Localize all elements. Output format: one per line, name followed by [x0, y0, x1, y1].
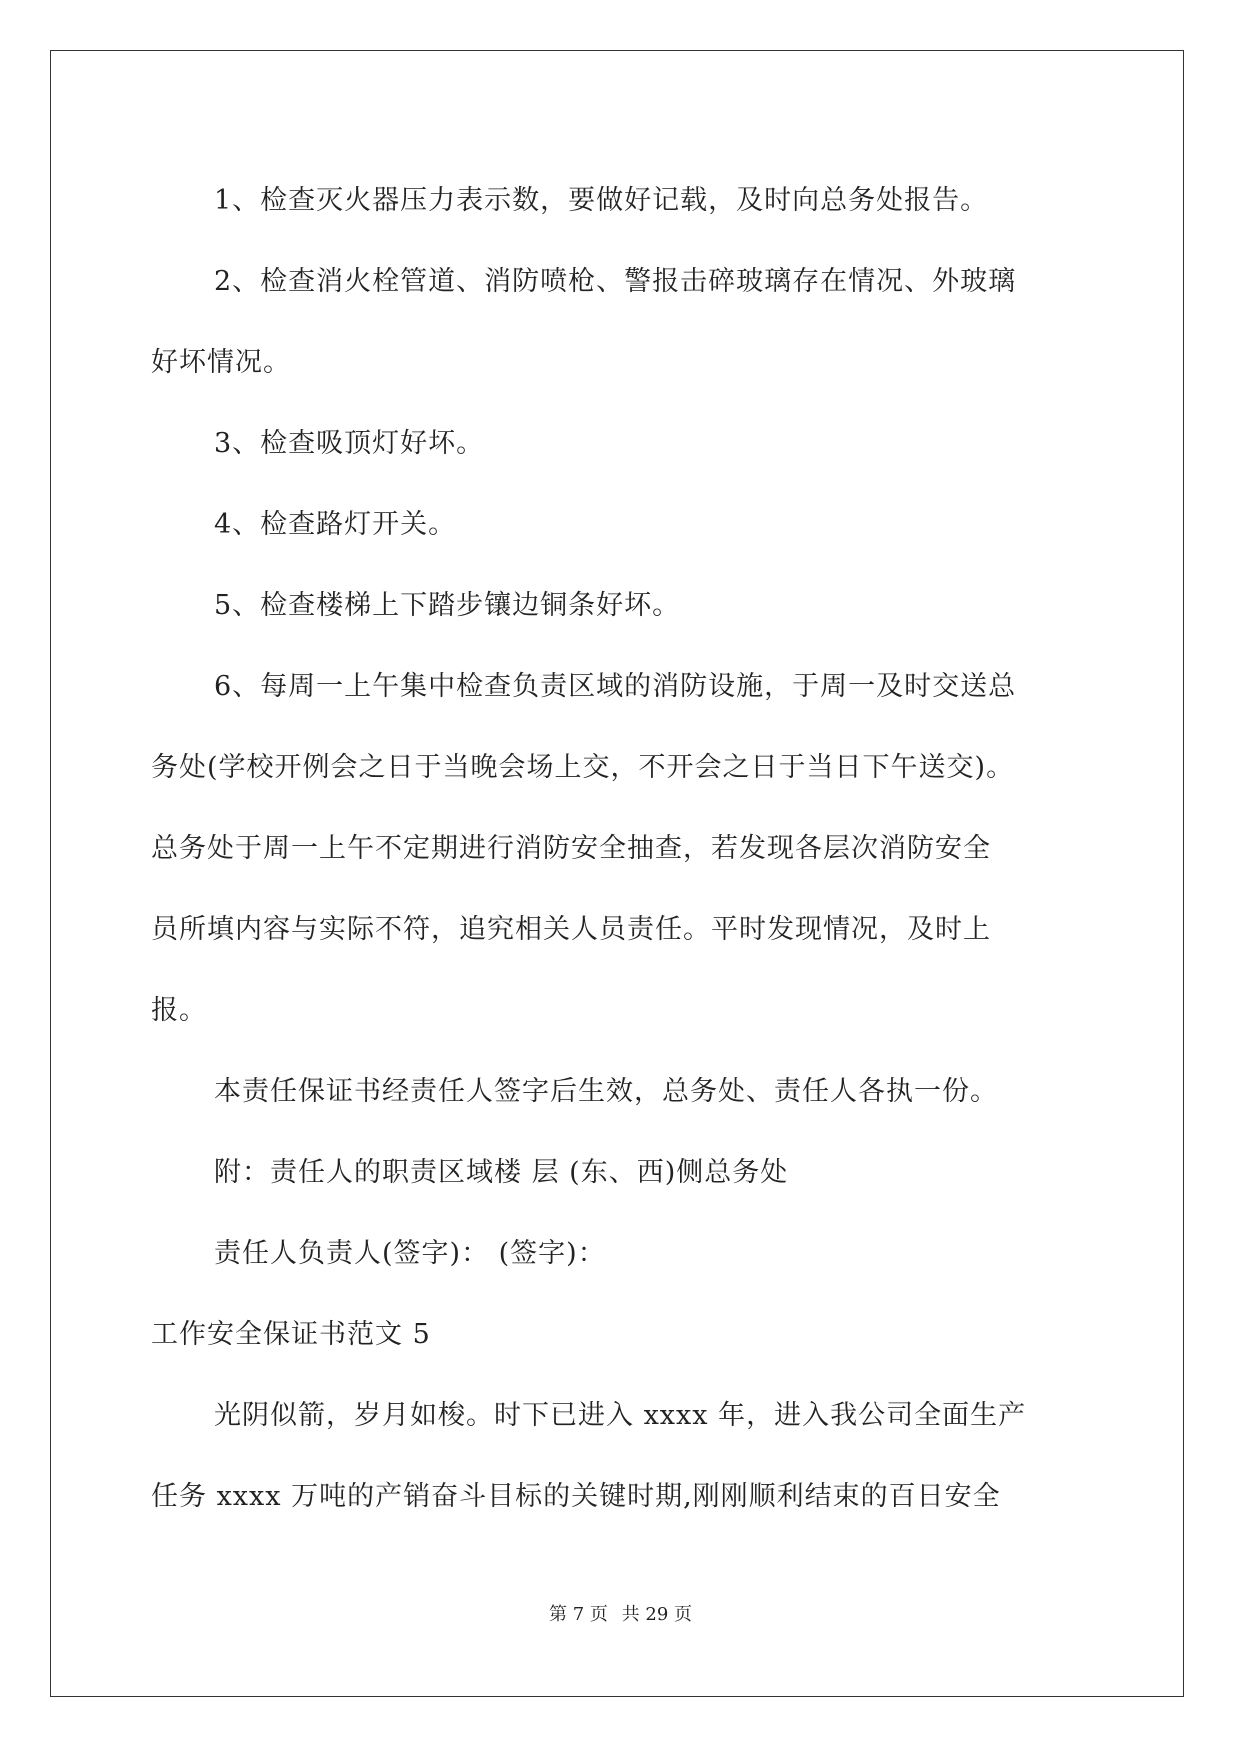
paragraph-line: 5、检查楼梯上下踏步镶边铜条好坏。: [214, 590, 681, 621]
paragraph-line: 任务 xxxx 万吨的产销奋斗目标的关键时期,刚刚顺利结束的百日安全: [151, 1481, 1001, 1512]
paragraph-line: 本责任保证书经责任人签字后生效，总务处、责任人各执一份。: [214, 1076, 998, 1107]
paragraph-line: 务处(学校开例会之日于当晚会场上交，不开会之日于当日下午送交)。: [151, 752, 1015, 783]
paragraph-line: 报。: [151, 995, 207, 1026]
total-pages: 共 29 页: [621, 1604, 692, 1625]
section-heading: 工作安全保证书范文 5: [151, 1319, 431, 1350]
paragraph-line: 1、检查灭火器压力表示数，要做好记载，及时向总务处报告。: [214, 185, 989, 216]
paragraph-line: 总务处于周一上午不定期进行消防安全抽查，若发现各层次消防安全: [151, 833, 991, 864]
paragraph-line: 责任人负责人(签字)： (签字)：: [214, 1238, 606, 1269]
document-body: [151, 160, 1091, 1537]
paragraph-line: 2、检查消火栓管道、消防喷枪、警报击碎玻璃存在情况、外玻璃: [214, 266, 1017, 297]
page-number: 第 7 页: [549, 1604, 608, 1625]
paragraph-line: 附：责任人的职责区域楼 层 (东、西)侧总务处: [214, 1157, 789, 1188]
page-footer: [0, 1600, 1241, 1626]
paragraph-line: 4、检查路灯开关。: [214, 509, 457, 540]
paragraph-line: 光阴似箭，岁月如梭。时下已进入 xxxx 年，进入我公司全面生产: [214, 1400, 1027, 1431]
paragraph-line: 6、每周一上午集中检查负责区域的消防设施，于周一及时交送总: [214, 671, 1017, 702]
paragraph-line: 3、检查吸顶灯好坏。: [214, 428, 485, 459]
paragraph-line: 员所填内容与实际不符，追究相关人员责任。平时发现情况，及时上: [151, 914, 991, 945]
paragraph-line: 好坏情况。: [151, 347, 291, 378]
